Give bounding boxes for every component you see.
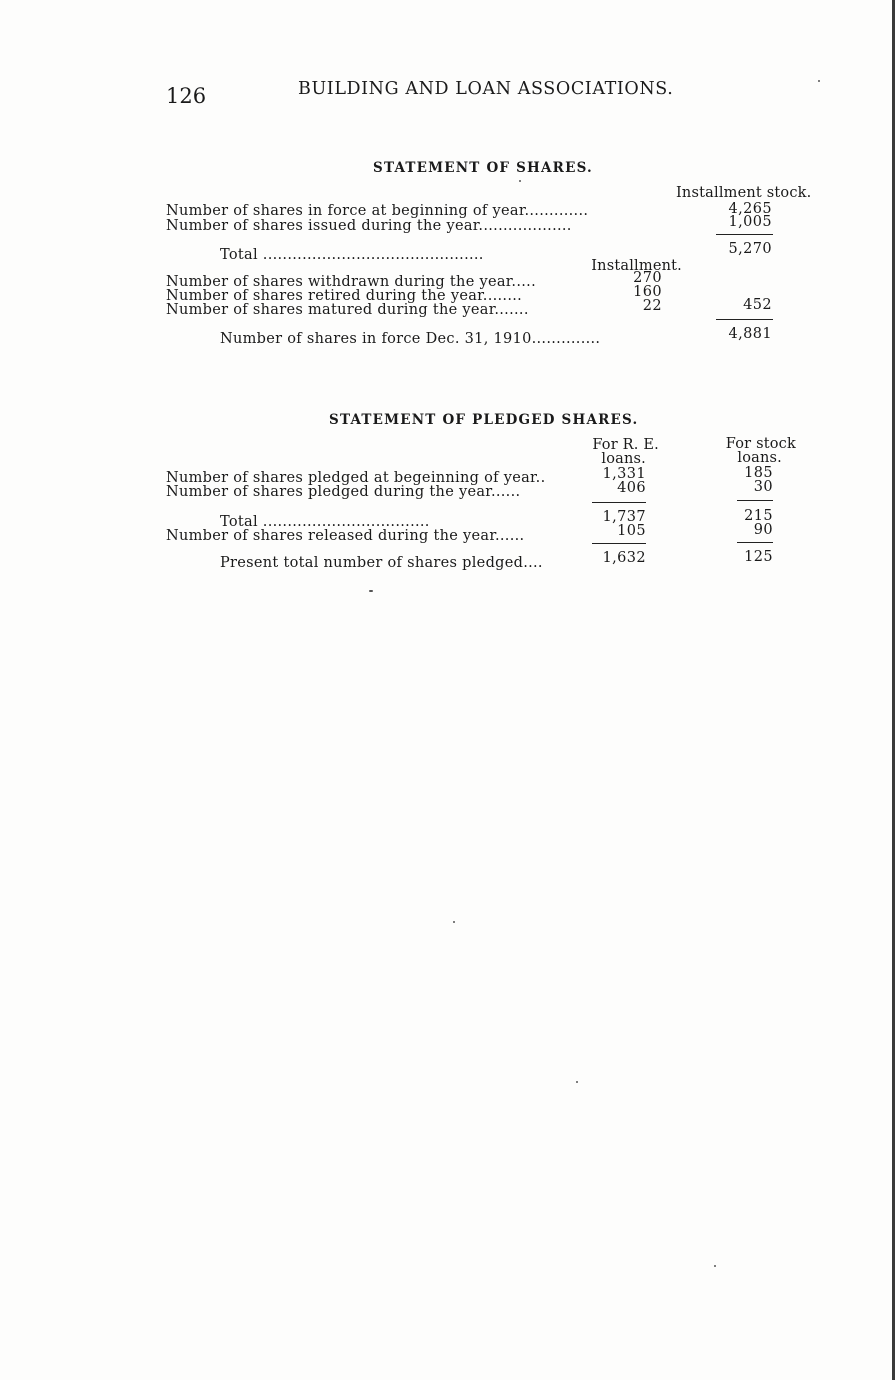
pledged-stock-rule [737, 500, 773, 501]
running-title: BUILDING AND LOAN ASSOCIATIONS. [298, 79, 674, 99]
shares-row-label: Number of shares in force at beginning of year............. [166, 203, 589, 219]
shares-final-value: 4,881 [728, 326, 772, 342]
shares-total-label: Total ............................................. [220, 247, 484, 263]
re-loans-header-line1: For R. E. [592, 437, 659, 453]
deduction-row-label: Number of shares matured during the year....... [166, 302, 529, 318]
scan-speck [714, 1265, 716, 1267]
deduction-row-value: 270 [633, 270, 662, 286]
shares-total-value: 5,270 [728, 241, 772, 257]
deduction-row-value: 22 [642, 298, 662, 314]
deduction-row-label: Number of shares retired during the year........ [166, 288, 523, 304]
released-stock: 90 [753, 522, 773, 538]
shares-final-label: Number of shares in force Dec. 31, 1910.............. [220, 331, 601, 347]
scan-speck [818, 80, 820, 82]
statement-of-shares-title: STATEMENT OF SHARES. [373, 160, 593, 176]
deduction-row-value: 160 [633, 284, 662, 300]
released-re: 105 [617, 523, 646, 539]
stock-loans-header-line1: For stock [725, 436, 796, 452]
scan-speck [369, 590, 373, 592]
shares-row-value: 4,265 [728, 201, 772, 217]
released-label: Number of shares released during the year...... [166, 528, 525, 544]
pledged-row-stock: 30 [753, 479, 773, 495]
pledged-shares-title: STATEMENT OF PLEDGED SHARES. [329, 412, 639, 428]
scan-speck [453, 921, 455, 923]
page-number: 126 [166, 84, 207, 108]
shares-row-value: 1,005 [728, 214, 772, 230]
stock-loans-header-line2: loans. [737, 450, 782, 466]
pledged-total-stock: 215 [744, 508, 773, 524]
scan-speck [576, 1081, 578, 1083]
present-total-re: 1,632 [602, 550, 646, 566]
shares-row-label: Number of shares issued during the year................... [166, 218, 572, 234]
pledged-row-re: 1,331 [602, 466, 646, 482]
final-rule [716, 319, 773, 320]
deduction-row-label: Number of shares withdrawn during the year..... [166, 274, 536, 290]
present-stock-rule [737, 542, 773, 543]
present-total-label: Present total number of shares pledged.... [220, 555, 543, 571]
deductions-total-value: 452 [743, 297, 772, 313]
scan-speck [519, 180, 521, 182]
total-rule [716, 234, 773, 235]
present-re-rule [592, 543, 646, 544]
pledged-row-label: Number of shares pledged at begeinning of year.. [166, 470, 546, 486]
re-loans-header-line2: loans. [601, 451, 646, 467]
pledged-row-label: Number of shares pledged during the year...... [166, 484, 521, 500]
present-total-stock: 125 [744, 549, 773, 565]
pledged-total-label: Total .................................. [220, 514, 430, 530]
installment-stock-header: Installment stock. [676, 185, 812, 201]
pledged-total-re: 1,737 [602, 509, 646, 525]
installment-header: Installment. [591, 258, 682, 274]
pledged-re-rule [592, 502, 646, 503]
pledged-row-stock: 185 [744, 465, 773, 481]
pledged-row-re: 406 [617, 480, 646, 496]
